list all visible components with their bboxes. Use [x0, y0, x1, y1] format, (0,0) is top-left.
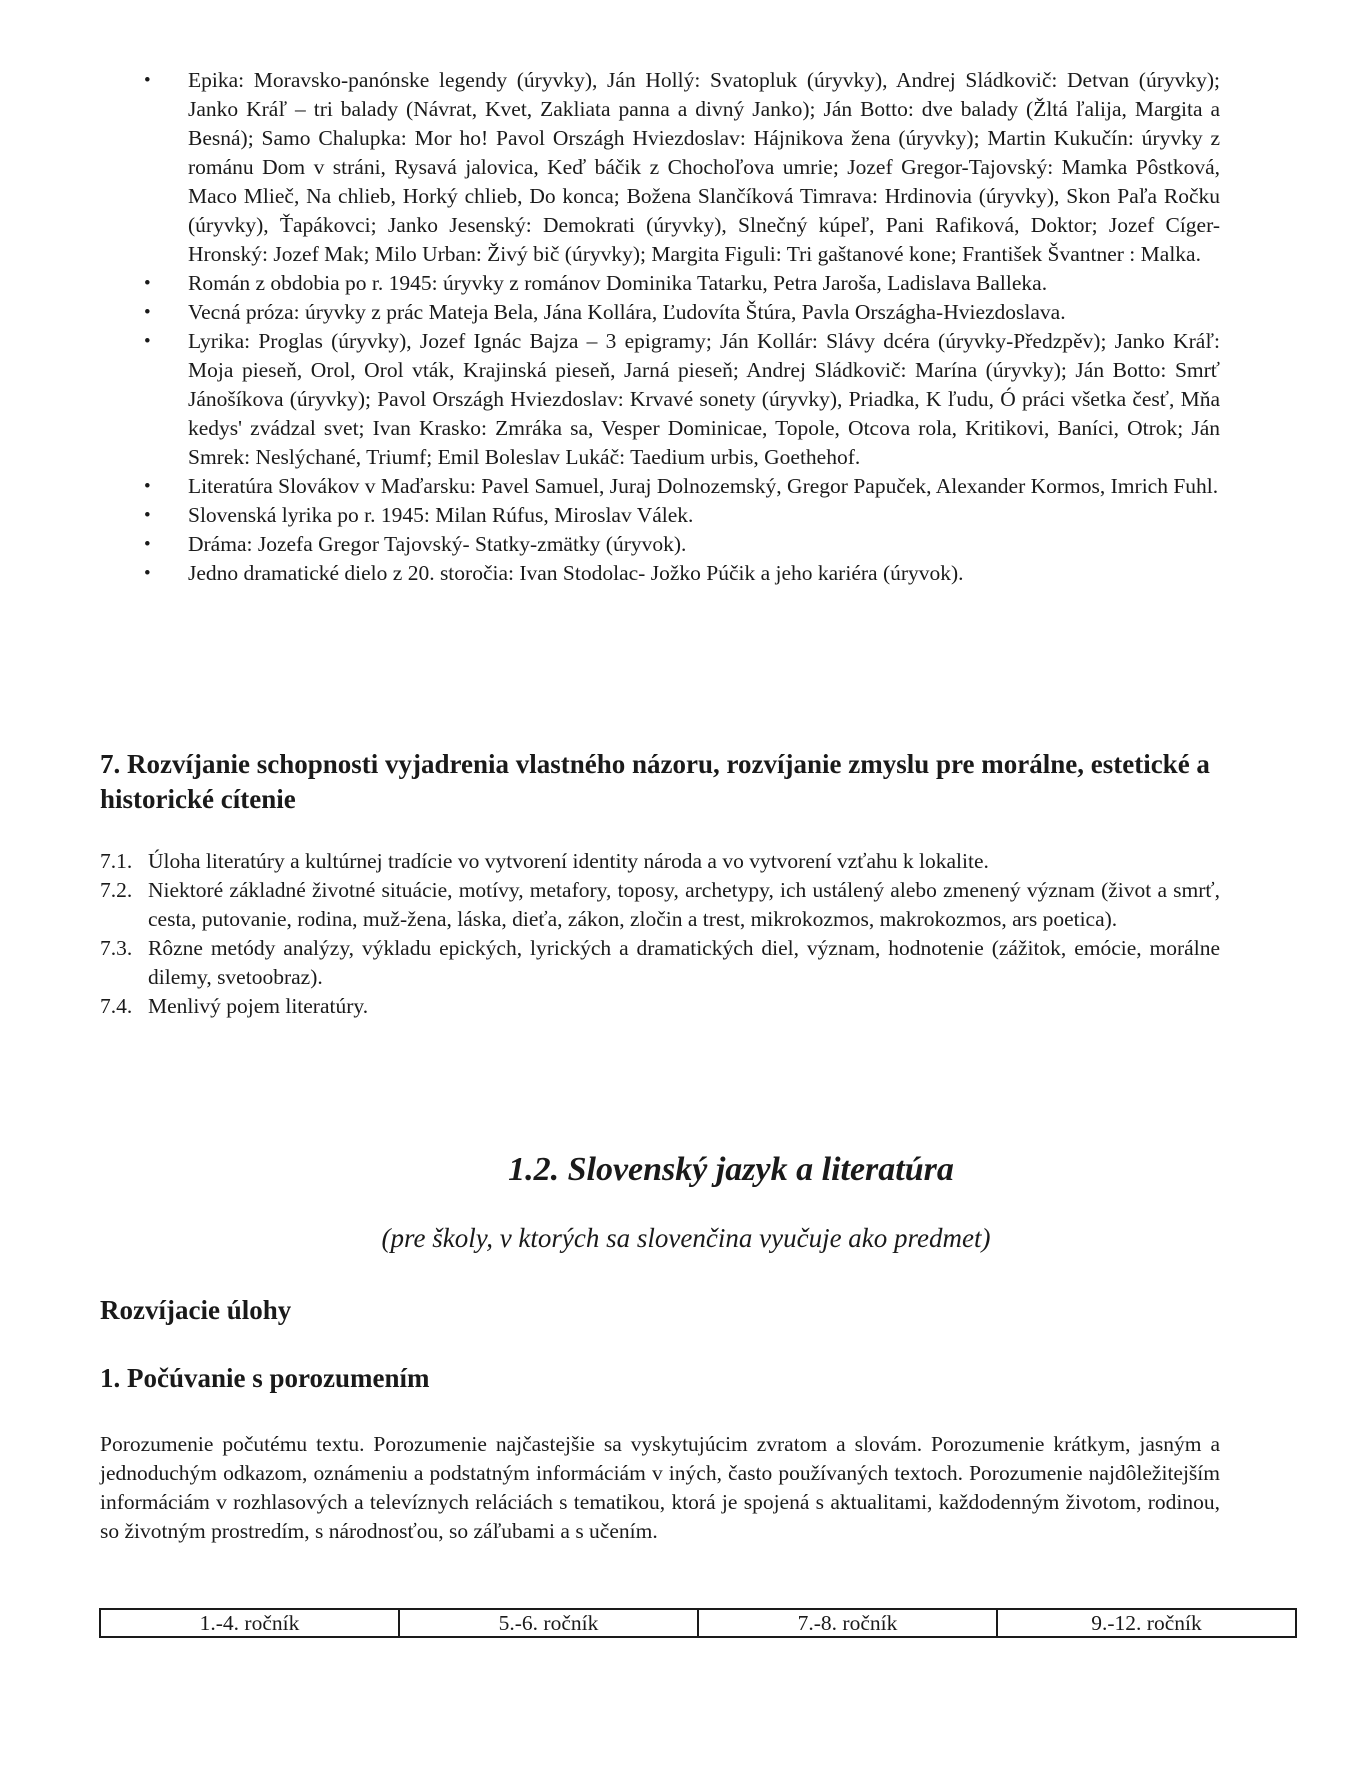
developmental-tasks-heading: Rozvíjacie úlohy: [100, 1295, 292, 1325]
item-number: 7.3.: [100, 936, 133, 960]
section-7-heading: 7. Rozvíjanie schopnosti vyjadrenia vlastného názoru, rozvíjanie zmyslu pre morálne, estetické a historické cítenie: [100, 749, 1210, 814]
literature-bullet-list: [140, 66, 1220, 588]
bullet-icon: •: [144, 563, 151, 584]
listening-paragraph: Porozumenie počutému textu. Porozumenie najčastejšie sa vyskytujúcim zvratom a slovám. Porozumenie krátkym, jasným a jednoduchým odkazom, oznámeniu a podstatným informáciám v iných, často používaných textoch. Porozumenie najdôležitejším informáciám v rozhlasových a televíznych reláciách s tematikou, ktorá je spojená s aktualitami, každodenným životom, rodinou, so životným prostredím, s národnosťou, so záľubami a s učením.: [100, 1432, 1220, 1543]
list-item: • Román z obdobia po r. 1945: úryvky z románov Dominika Tatarku, Petra Jaroša, Ladislava Balleka.: [140, 269, 1220, 298]
list-item: 7.1. Úloha literatúry a kultúrnej tradície vo vytvorení identity národa a vo vytvorení vzťahu k lokalite.: [100, 847, 1220, 876]
bullet-icon: •: [144, 331, 151, 352]
bullet-icon: •: [144, 273, 151, 294]
grade-table: [99, 1608, 1297, 1638]
bullet-icon: •: [144, 70, 151, 91]
chapter-title: 1.2. Slovenský jazyk a literatúra: [508, 1151, 954, 1188]
list-item: 7.2. Niektoré základné životné situácie, motívy, metafory, toposy, archetypy, ich ustálený alebo zmenený význam (život a smrť, cesta, putovanie, rodina, muž-žena, láska, dieťa, zákon, zločin a trest, mikrokozmos, makrokozmos, ars poetica).: [100, 878, 1220, 931]
grade-header-cell: 9.-12. ročník: [997, 1609, 1296, 1637]
list-item: • Literatúra Slovákov v Maďarsku: Pavel Samuel, Juraj Dolnozemský, Gregor Papuček, Alexander Kormos, Imrich Fuhl.: [140, 472, 1220, 501]
list-item: • Lyrika: Proglas (úryvky), Jozef Ignác Bajza – 3 epigramy; Ján Kollár: Slávy dcéra (úryvky-Předzpěv); Janko Kráľ: Moja pieseň, Orol, Orol vták, Krajinská pieseň, Jarná pieseň; Andrej Sládkovič: Marína (úryvky); Ján Botto: Smrť Jánošíkova (úryvky); Pavol Országh Hviezdoslav: Krvavé sonety (úryvky), Priadka, K ľudu, Ó práci všetka česť, Mňa kedys' zvádzal svet; Ivan Krasko: Zmráka sa, Vesper Dominicae, Topole, Otcova rola, Kritikovi, Baníci, Otrok; Ján Smrek: Neslýchané, Triumf; Emil Boleslav Lukáč: Taedium urbis, Goethehof.: [144, 329, 1220, 469]
grade-header-cell: 5.-6. ročník: [399, 1609, 698, 1637]
list-item: 7.4. Menlivý pojem literatúry.: [100, 992, 1220, 1021]
list-item: • Jedno dramatické dielo z 20. storočia: Ivan Stodolac- Jožko Púčik a jeho kariéra (úryvok).: [140, 559, 1220, 588]
bullet-icon: •: [144, 534, 151, 555]
list-item: • Dráma: Jozefa Gregor Tajovský- Statky-zmätky (úryvok).: [140, 530, 1220, 559]
chapter-subtitle: (pre školy, v ktorých sa slovenčina vyučuje ako predmet): [381, 1223, 991, 1253]
bullet-icon: •: [144, 476, 151, 497]
list-item: • Slovenská lyrika po r. 1945: Milan Rúfus, Miroslav Válek.: [140, 501, 1220, 530]
list-item: • Epika: Moravsko-panónske legendy (úryvky), Ján Hollý: Svatopluk (úryvky), Andrej Sládkovič: Detvan (úryvky); Janko Kráľ – tri balady (Návrat, Kvet, Zakliata panna a divný Janko); Ján Botto: dve balady (Žltá ľalija, Margita a Besná); Samo Chalupka: Mor ho! Pavol Országh Hviezdoslav: Hájnikova žena (úryvky); Martin Kukučín: úryvky z románu Dom v stráni, Rysavá jalovica, Keď báčik z Chochoľova umrie; Jozef Gregor-Tajovský: Mamka Pôstková, Maco Mlieč, Na chlieb, Horký chlieb, Do konca; Božena Slančíková Timrava: Hrdinovia (úryvky), Skon Paľa Ročku (úryvky), Ťapákovci; Janko Jesenský: Demokrati (úryvky), Slnečný kúpeľ, Pani Rafiková, Doktor; Jozef Cíger-Hronský: Jozef Mak; Milo Urban: Živý bič (úryvky); Margita Figuli: Tri gaštanové kone; František Švantner : Malka.: [144, 68, 1220, 266]
listening-heading: 1. Počúvanie s porozumením: [100, 1363, 430, 1393]
grade-header-cell: 1.-4. ročník: [100, 1609, 399, 1637]
bullet-icon: •: [144, 505, 151, 526]
item-number: 7.4.: [100, 994, 133, 1018]
list-item: • Vecná próza: úryvky z prác Mateja Bela, Jána Kollára, Ľudovíta Štúra, Pavla Országha-Hviezdoslava.: [140, 298, 1220, 327]
item-number: 7.2.: [100, 878, 133, 902]
section-7-list: [100, 847, 1220, 1021]
bullet-icon: •: [144, 302, 151, 323]
grade-header-cell: 7.-8. ročník: [698, 1609, 997, 1637]
list-item: 7.3. Rôzne metódy analýzy, výkladu epických, lyrických a dramatických diel, význam, hodnotenie (zážitok, emócie, morálne dilemy, svetoobraz).: [100, 936, 1220, 989]
table-row: [100, 1609, 1296, 1637]
item-number: 7.1.: [100, 849, 133, 873]
